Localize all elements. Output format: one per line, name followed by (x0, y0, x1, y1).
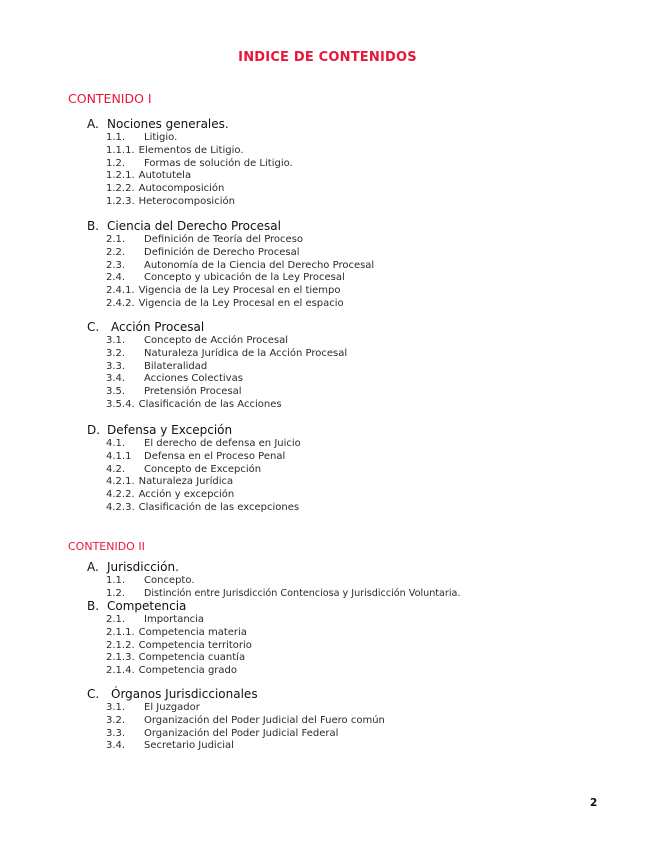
toc-item: 4.2.2. Acción y excepción (106, 489, 235, 501)
toc-item: 1.2.3. Heterocomposición (106, 195, 235, 207)
toc-item: 3.3. Bilateralidad (106, 360, 208, 372)
toc-item: 2.4. Concepto y ubicación de la Ley Procesal (106, 272, 345, 284)
section-title: A. Nociones generales. (87, 117, 229, 131)
toc-item: 3.1. Concepto de Acción Procesal (106, 335, 289, 346)
toc-item: 2.2. Definición de Derecho Procesal (106, 246, 300, 258)
toc-item: 3.5. Pretensión Procesal (106, 386, 242, 398)
toc-item: 4.2.3. Clasificación de las excepciones (106, 501, 300, 513)
toc-item: 2.1. Importancia (106, 614, 205, 625)
toc-item: 3.4. Secretario Judicial (106, 740, 234, 752)
toc-item: 4.2. Concepto de Excepción (106, 463, 262, 475)
section-title: B. Ciencia del Derecho Procesal (87, 219, 281, 233)
toc-item: 2.4.2. Vigencia de la Ley Procesal en el espacio (106, 297, 344, 309)
toc-item: 1.2. Formas de solución de Litigio. (106, 157, 293, 169)
toc-item: 3.2. Naturaleza Jurídica de la Acción Procesal (106, 347, 348, 359)
toc-item: 3.4. Acciones Colectivas (106, 373, 243, 385)
toc-item: 2.1.4. Competencia grado (106, 665, 238, 677)
toc-item: 2.1.1. Competencia materia (106, 626, 247, 638)
toc-item: 2.1.2. Competencia territorio (106, 639, 252, 651)
toc-item: 3.3. Organización del Poder Judicial Federal (106, 727, 339, 739)
toc-item: 1.1. Concepto. (106, 575, 195, 586)
toc-item: 2.3. Autonomía de la Ciencia del Derecho Procesal (106, 259, 375, 271)
toc-item: 1.2. Distinción entre Jurisdicción Contenciosa y Jurisdicción Voluntaria. (106, 587, 461, 599)
toc-item: 3.5.4. Clasificación de las Acciones (106, 398, 282, 410)
toc-item: 4.1.1 Defensa en el Proceso Penal (106, 450, 286, 462)
section-title: B. Competencia (87, 599, 187, 613)
section-title: D. Defensa y Excepción (87, 423, 233, 437)
page-number: 2 (590, 797, 598, 809)
section-c1-d (87, 423, 301, 515)
section-c2-c (87, 687, 385, 753)
toc-item: 2.1. Definición de Teoría del Proceso (106, 234, 304, 245)
toc-item: 1.2.2. Autocomposición (106, 183, 225, 195)
toc-item: 2.4.1. Vigencia de la Ley Procesal en el tiempo (106, 285, 341, 297)
contenido-1-heading: CONTENIDO I (68, 91, 152, 106)
section-title: C. Órganos Jurisdiccionales (87, 687, 258, 701)
toc-item: 3.2. Organización del Poder Judicial del Fuero común (106, 714, 385, 726)
toc-item: 3.1. El Juzgador (106, 702, 200, 713)
section-c1-c (87, 320, 347, 412)
section-c2-a (87, 560, 460, 601)
section-c1-b (87, 219, 374, 311)
toc-item: 1.1. Litigio. (106, 132, 178, 143)
section-title: C. Acción Procesal (87, 320, 205, 334)
toc-item: 1.1.1. Elementos de Litigio. (106, 144, 244, 156)
section-c1-a (87, 117, 293, 209)
contenido-2-heading: CONTENIDO II (68, 540, 145, 553)
toc-item: 4.1. El derecho de defensa en Juicio (106, 438, 301, 449)
section-c2-b (87, 599, 252, 678)
toc-item: 4.2.1. Naturaleza Jurídica (106, 476, 234, 488)
section-title: A. Jurisdicción. (87, 560, 179, 574)
toc-item: 1.2.1. Autotutela (106, 170, 192, 182)
toc-item: 2.1.3. Competencia cuantía (106, 652, 246, 664)
page-title: INDICE DE CONTENIDOS (238, 50, 417, 65)
